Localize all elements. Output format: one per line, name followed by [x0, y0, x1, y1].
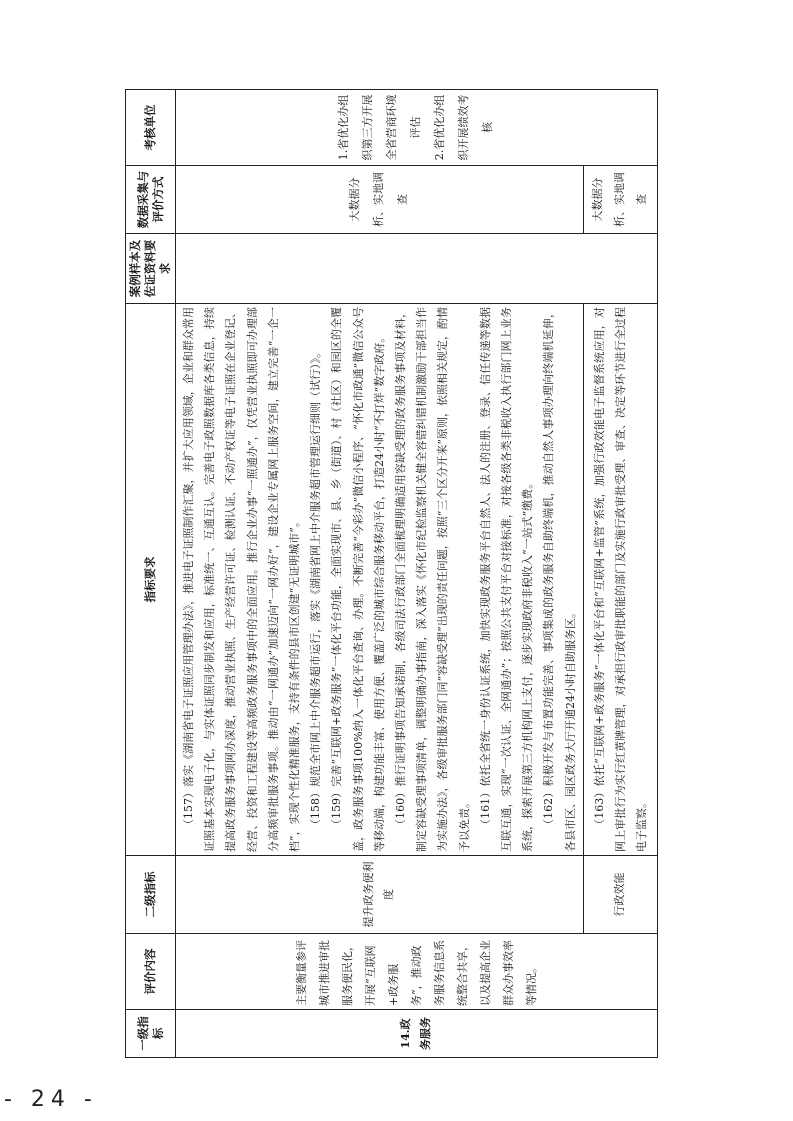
content-cell: 主要衡量参评城市推进审批服务便民化，开展“互联网+政务服务”，推动政务服务信息系统整合共享，以及提高企业群众办事效率等情况。	[176, 934, 658, 1010]
unit-cell: 1.省优化办组织第三方开展全省营商环境评估 2.省优化办组织开展绩效考核	[176, 90, 658, 166]
header-requirement: 指标要求	[126, 304, 176, 856]
requirement-161: （161）依托全省统一身份认证系统，加快实现政务服务平台自然人、法人的注册、登录、信任传递等数据互联互通，实现“一次认证、全网通办”；按照公共支付平台对接标准，对接各级各类非税收入执行部门网上业务系统，探索开展第三方机构网上支付，逐步实现政府非税收入“一站式”缴费。	[478, 307, 535, 852]
level1-cell: 14.政务服务	[176, 1010, 658, 1058]
requirement-158: （158）规范全市网上中介服务超市运行，落实《湖南省网上中介服务超市管理运行细则（试行）》。	[309, 347, 323, 830]
requirement-157: （157）落实《湖南省电子证照应用管理办法》，推进电子证照制作汇聚，并扩大应用领域，企业和群众常用证照基本实现电子化，与实体证照同步制发和应用，标准统一、互通互认。完善电子政照数据库各类信息，持续提高政务服务事项网办深度，推动营业执照、生产经营许可证、检测认证、不动产权证等电子证照在企业登记、经营、投资和工程建设等高频政务服务事项中的全面应用。推行企业办事“一照通办”，仅凭营业执照即可办理部分高频审批服务事项。推动由“一网通办”加速迈向“一网办好”，建设企业专属网上服务空间，建立完善“一企一档”，实现个性化精准服务，支持有条件的县市区创建“无证明城市”。	[182, 307, 302, 852]
requirement-163: （163）依托“互联网+政务服务”一体化平台和“互联网+监管”系统，加强行政效能电子监督系统应用，对网上审批行为实行红黄牌管理，对承担行政审批职能的部门及实施行政审批受理、审查、决定等环节进行全过程电子监察。	[592, 307, 648, 852]
requirement-160: （160）推行证明事项告知承诺制，各级司法行政部门全面梳理明确适用容缺受理的政务服务事项及材料，制定容缺受理事项清单，调整明确办事指南，深入落实《怀化市纪检监察机关健全容错纠错机制激励干部担当作为实施办法》，各级审批服务部门同“容缺受理”出现的责任问题，按照“三个区分开来”原则，依照相关规定，酌情予以免责。	[394, 307, 471, 852]
level2-cell-2: 行政效能	[583, 856, 657, 934]
method-cell-2: 大数据分析、实地调查	[583, 166, 657, 234]
method-cell-1: 大数据分析、实地调查	[176, 166, 584, 234]
header-method: 数据采集与评价方式	[126, 166, 176, 234]
header-level1: 一级指标	[126, 1010, 176, 1058]
header-sample: 案例样本及佐证资料要求	[126, 234, 176, 304]
level2-cell-1: 提升政务便利度	[176, 856, 584, 934]
requirement-cell-1	[176, 304, 584, 856]
header-content: 评价内容	[126, 934, 176, 1010]
indicator-table-rotated	[125, 90, 649, 1058]
requirement-159: （159）完善“互联网+政务服务”一体化平台功能，全面实现市、县、乡（街道）、村（社区）和园区的全覆盖，政务服务事项100%纳入一体化平台查询、办理。不断完善“今彩办”微信小程序、“怀化市政通”微信公众号等移动端，构建功能丰富、使用方便、覆盖广泛的城市综合服务移动平台，打造24小时“不打烊”数字政府。	[330, 307, 386, 852]
sample-cell	[176, 234, 658, 304]
requirement-cell-2	[583, 304, 657, 856]
page-number: - 24 -	[4, 1087, 98, 1112]
requirement-162: （162）积极开发与布置功能完善、事项集成的政务服务自助终端机，推动自然人事项办理向终端机延伸，各县市区、园区政务大厅开通24小时自助服务区。	[542, 307, 577, 852]
header-unit: 考核单位	[126, 90, 176, 166]
header-level2: 二级指标	[126, 856, 176, 934]
indicator-table	[125, 89, 658, 1058]
